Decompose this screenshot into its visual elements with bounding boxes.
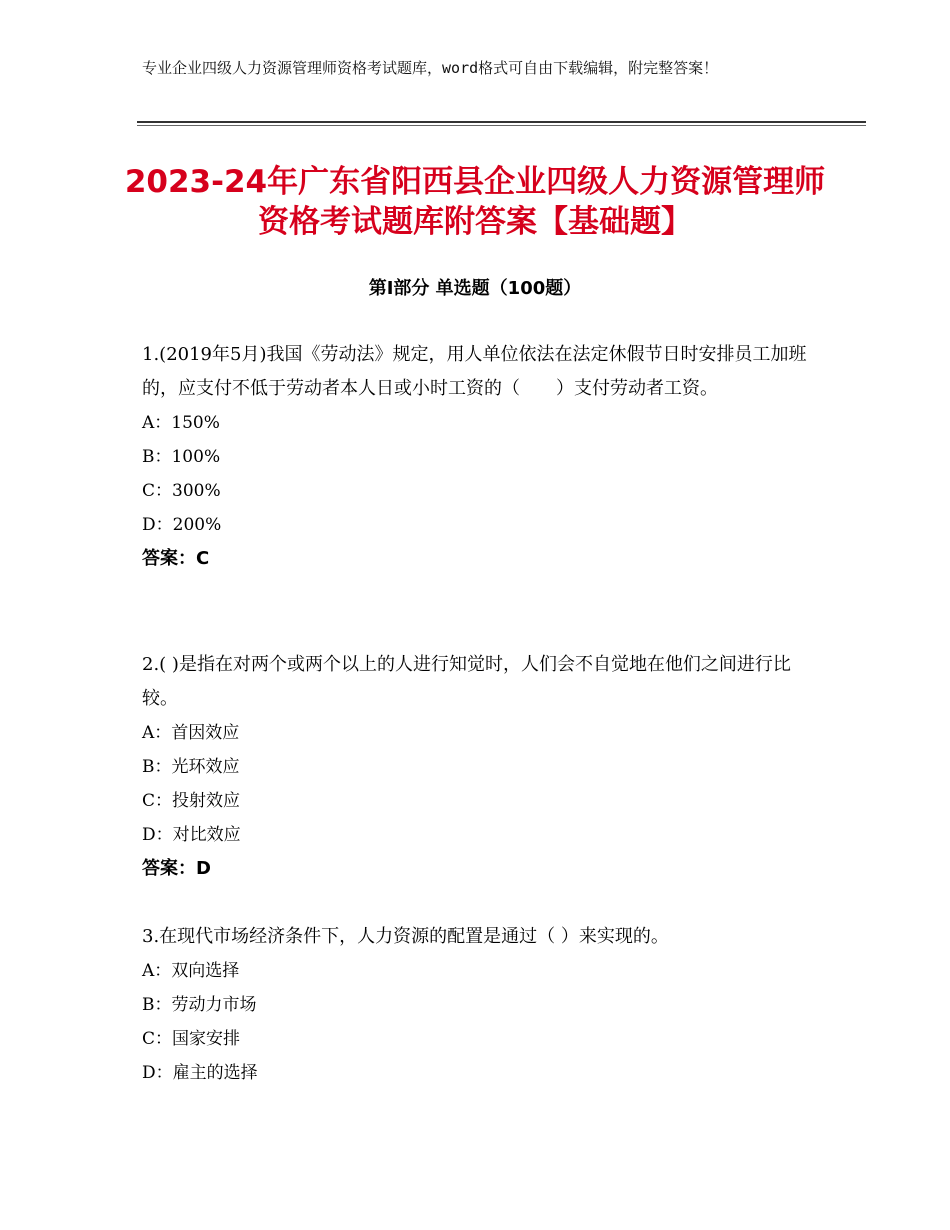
option-d: D：对比效应: [142, 825, 241, 845]
question-1: [142, 338, 812, 576]
option-b: B：劳动力市场: [142, 995, 257, 1015]
question-stem: 3.在现代市场经济条件下，人力资源的配置是通过（ ）来实现的。: [142, 926, 669, 947]
answer: 答案：C: [142, 548, 210, 569]
option-d: D：雇主的选择: [142, 1063, 258, 1083]
option-a: A：双向选择: [142, 961, 240, 981]
option-c: C：300%: [142, 481, 221, 501]
option-a: A：150%: [142, 413, 220, 433]
question-2: [142, 648, 812, 886]
header-divider-thin: [137, 125, 866, 126]
document-title: 2023-24年广东省阳西县企业四级人力资源管理师资格考试题库附答案【基础题】: [124, 164, 826, 240]
header-note: 专业企业四级人力资源管理师资格考试题库，word格式可自由下载编辑，附完整答案！: [142, 59, 719, 77]
option-a: A：首因效应: [142, 723, 240, 743]
section-title: 第Ⅰ部分 单选题（100题）: [368, 278, 582, 299]
option-c: C：投射效应: [142, 791, 241, 811]
option-b: B：100%: [142, 447, 221, 467]
question-3: [142, 920, 812, 1090]
option-b: B：光环效应: [142, 757, 240, 777]
option-c: C：国家安排: [142, 1029, 241, 1049]
header-divider: [137, 121, 866, 123]
answer: 答案：D: [142, 858, 211, 879]
question-stem: 1.(2019年5月)我国《劳动法》规定，用人单位依法在法定休假节日时安排员工加班的，应支付不低于劳动者本人日或小时工资的（ ）支付劳动者工资。: [142, 344, 807, 399]
question-stem: 2.( )是指在对两个或两个以上的人进行知觉时，人们会不自觉地在他们之间进行比较。: [142, 654, 791, 709]
option-d: D：200%: [142, 515, 222, 535]
